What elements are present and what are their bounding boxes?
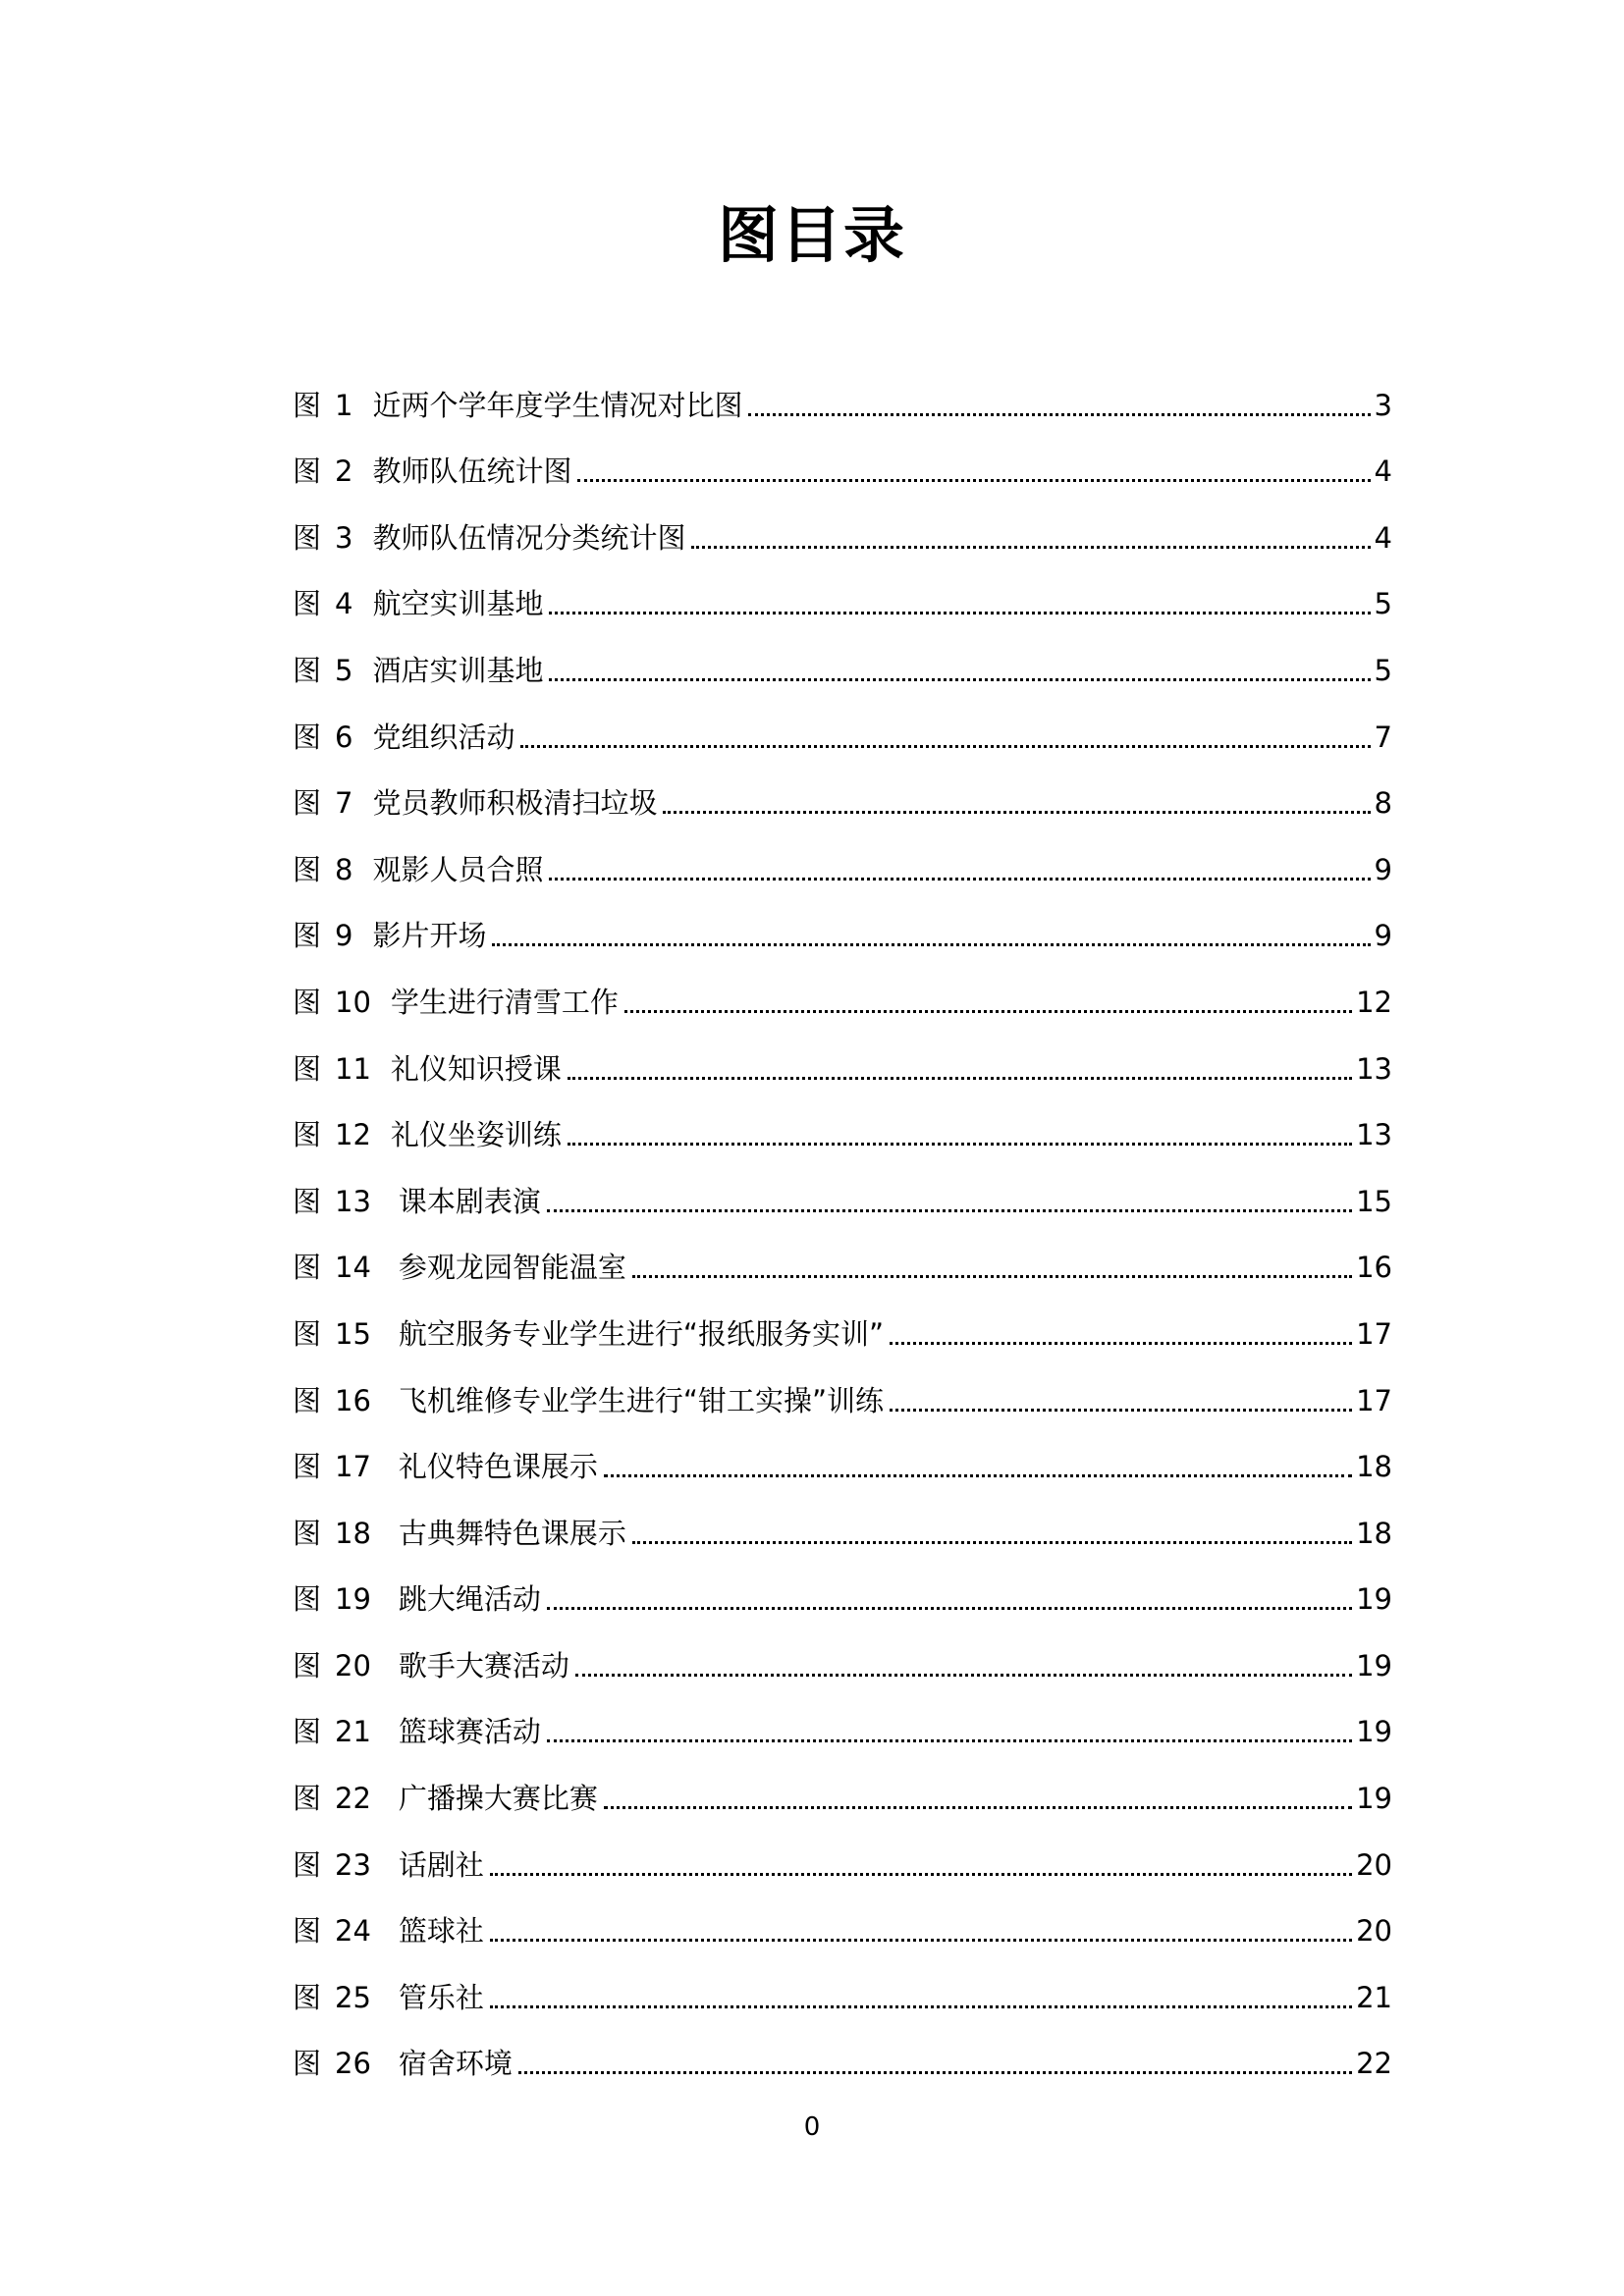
dot-leader: [691, 546, 1370, 549]
dot-leader: [492, 943, 1370, 946]
figure-prefix: 图: [293, 520, 322, 555]
figure-caption: 影片开场: [372, 919, 487, 953]
dot-leader: [890, 1342, 1352, 1345]
figure-page-number: 7: [1374, 720, 1392, 754]
figure-prefix: 图: [293, 1782, 322, 1816]
dot-leader: [632, 1541, 1352, 1544]
figure-prefix: 图: [293, 720, 322, 754]
figure-number: 26: [335, 2047, 371, 2081]
figure-prefix: 图: [293, 454, 322, 489]
figure-prefix: 图: [293, 919, 322, 953]
toc-entry[interactable]: [293, 2017, 1392, 2084]
figure-caption: 礼仪知识授课: [390, 1051, 562, 1086]
dot-leader: [890, 1409, 1352, 1412]
dot-leader: [520, 745, 1370, 748]
dot-leader: [547, 1739, 1352, 1742]
figure-prefix: 图: [293, 1383, 322, 1417]
figure-page-number: 13: [1356, 1118, 1392, 1152]
dot-leader: [549, 878, 1370, 881]
toc-entry[interactable]: [293, 1885, 1392, 1951]
toc-entry[interactable]: [293, 491, 1392, 558]
dot-leader: [604, 1474, 1352, 1477]
figure-page-number: 19: [1356, 1582, 1392, 1617]
figure-prefix: 图: [293, 1184, 322, 1218]
figure-caption: 礼仪特色课展示: [398, 1450, 598, 1484]
dot-leader: [575, 1674, 1352, 1677]
figure-caption: 党员教师积极清扫垃圾: [372, 786, 658, 821]
figure-page-number: 4: [1374, 520, 1392, 555]
toc-entry[interactable]: [293, 889, 1392, 956]
dot-leader: [577, 479, 1370, 482]
figure-caption: 参观龙园智能温室: [398, 1251, 626, 1285]
toc-entry[interactable]: [293, 1818, 1392, 1885]
toc-entry[interactable]: [293, 690, 1392, 757]
figure-page-number: 20: [1356, 1914, 1392, 1949]
figure-caption: 酒店实训基地: [372, 653, 544, 687]
figure-prefix: 图: [293, 1648, 322, 1682]
dot-leader: [632, 1275, 1352, 1278]
toc-entry[interactable]: [293, 1950, 1392, 2017]
figure-caption: 礼仪坐姿训练: [390, 1118, 562, 1152]
figure-caption: 跳大绳活动: [398, 1582, 541, 1617]
toc-entry[interactable]: [293, 955, 1392, 1022]
figure-prefix: 图: [293, 1251, 322, 1285]
figure-page-number: 9: [1374, 852, 1392, 886]
figure-caption: 教师队伍情况分类统计图: [372, 520, 686, 555]
figure-prefix: 图: [293, 786, 322, 821]
toc-entry[interactable]: [293, 823, 1392, 889]
toc-entry[interactable]: [293, 757, 1392, 824]
figure-number: 18: [335, 1516, 371, 1550]
dot-leader: [568, 1143, 1352, 1146]
figure-prefix: 图: [293, 388, 322, 422]
figure-prefix: 图: [293, 587, 322, 621]
figure-page-number: 18: [1356, 1516, 1392, 1550]
toc-entry[interactable]: [293, 358, 1392, 425]
figure-number: 5: [335, 653, 353, 687]
figure-caption: 航空服务专业学生进行“报纸服务实训”: [398, 1316, 884, 1351]
figure-number: 22: [335, 1782, 371, 1816]
dot-leader: [490, 1873, 1352, 1876]
dot-leader: [549, 678, 1370, 681]
figure-prefix: 图: [293, 1118, 322, 1152]
figure-caption: 教师队伍统计图: [372, 454, 572, 489]
figure-number: 17: [335, 1450, 371, 1484]
figure-page-number: 19: [1356, 1715, 1392, 1749]
figure-page-number: 17: [1356, 1316, 1392, 1351]
toc-entry[interactable]: [293, 1420, 1392, 1487]
figure-number: 11: [335, 1051, 371, 1086]
figure-number: 9: [335, 919, 353, 953]
figure-number: 8: [335, 852, 353, 886]
figure-page-number: 19: [1356, 1648, 1392, 1682]
toc-entry[interactable]: [293, 623, 1392, 690]
figure-page-number: 9: [1374, 919, 1392, 953]
figure-page-number: 5: [1374, 587, 1392, 621]
figure-caption: 宿舍环境: [398, 2047, 513, 2081]
figure-number: 6: [335, 720, 353, 754]
dot-leader: [748, 413, 1370, 416]
figure-number: 2: [335, 454, 353, 489]
figure-prefix: 图: [293, 1715, 322, 1749]
figure-number: 19: [335, 1582, 371, 1617]
toc-entry[interactable]: [293, 1287, 1392, 1354]
figure-number: 4: [335, 587, 353, 621]
figure-prefix: 图: [293, 1914, 322, 1949]
figure-caption: 管乐社: [398, 1980, 484, 2014]
figure-prefix: 图: [293, 2047, 322, 2081]
toc-entry[interactable]: [293, 1685, 1392, 1752]
figure-caption: 古典舞特色课展示: [398, 1516, 626, 1550]
figure-page-number: 15: [1356, 1184, 1392, 1218]
figure-prefix: 图: [293, 1051, 322, 1086]
figure-number: 13: [335, 1184, 371, 1218]
figure-number: 16: [335, 1383, 371, 1417]
figure-caption: 观影人员合照: [372, 852, 544, 886]
figure-caption: 广播操大赛比赛: [398, 1782, 598, 1816]
toc-entry[interactable]: [293, 558, 1392, 624]
dot-leader: [518, 2071, 1352, 2074]
dot-leader: [624, 1010, 1352, 1013]
figure-number: 15: [335, 1316, 371, 1351]
figure-page-number: 8: [1374, 786, 1392, 821]
figure-page-number: 21: [1356, 1980, 1392, 2014]
figure-prefix: 图: [293, 1980, 322, 2014]
figure-number: 24: [335, 1914, 371, 1949]
toc-entry[interactable]: [293, 1751, 1392, 1818]
figure-page-number: 19: [1356, 1782, 1392, 1816]
dot-leader: [490, 1939, 1352, 1942]
figure-page-number: 3: [1374, 388, 1392, 422]
dot-leader: [547, 1607, 1352, 1610]
dot-leader: [568, 1077, 1352, 1080]
page-number: 0: [803, 2112, 821, 2142]
figure-caption: 航空实训基地: [372, 587, 544, 621]
figure-number: 10: [335, 985, 371, 1019]
figure-page-number: 18: [1356, 1450, 1392, 1484]
dot-leader: [547, 1209, 1352, 1212]
toc-entry[interactable]: [293, 1221, 1392, 1288]
figure-prefix: 图: [293, 653, 322, 687]
figure-page-number: 12: [1356, 985, 1392, 1019]
toc-entry[interactable]: [293, 1154, 1392, 1221]
figure-number: 12: [335, 1118, 371, 1152]
figure-caption: 课本剧表演: [398, 1184, 541, 1218]
toc-entry[interactable]: [293, 1619, 1392, 1685]
toc-entry[interactable]: [293, 1486, 1392, 1553]
figure-caption: 话剧社: [398, 1847, 484, 1882]
figure-caption: 篮球社: [398, 1914, 484, 1949]
dot-leader: [663, 811, 1370, 814]
toc-entry[interactable]: [293, 1553, 1392, 1620]
figure-number: 25: [335, 1980, 371, 2014]
figure-number: 14: [335, 1251, 371, 1285]
figure-number: 20: [335, 1648, 371, 1682]
figure-number: 7: [335, 786, 353, 821]
toc-entry[interactable]: [293, 1354, 1392, 1420]
dot-leader: [604, 1806, 1352, 1809]
figure-caption: 党组织活动: [372, 720, 515, 754]
figure-number: 23: [335, 1847, 371, 1882]
figure-page-number: 4: [1374, 454, 1392, 489]
figure-prefix: 图: [293, 1316, 322, 1351]
figure-prefix: 图: [293, 852, 322, 886]
figure-caption: 歌手大赛活动: [398, 1648, 569, 1682]
page-title: 图目录: [717, 199, 906, 271]
figure-prefix: 图: [293, 1582, 322, 1617]
figure-number: 21: [335, 1715, 371, 1749]
figure-list: [293, 358, 1392, 2083]
figure-caption: 篮球赛活动: [398, 1715, 541, 1749]
figure-caption: 飞机维修专业学生进行“钳工实操”训练: [398, 1383, 884, 1417]
figure-prefix: 图: [293, 1516, 322, 1550]
figure-prefix: 图: [293, 1450, 322, 1484]
figure-caption: 近两个学年度学生情况对比图: [372, 388, 743, 422]
figure-caption: 学生进行清雪工作: [390, 985, 619, 1019]
figure-page-number: 20: [1356, 1847, 1392, 1882]
toc-entry[interactable]: [293, 425, 1392, 492]
figure-page-number: 13: [1356, 1051, 1392, 1086]
figure-number: 1: [335, 388, 353, 422]
figure-number: 3: [335, 520, 353, 555]
figure-prefix: 图: [293, 1847, 322, 1882]
figure-page-number: 5: [1374, 653, 1392, 687]
figure-prefix: 图: [293, 985, 322, 1019]
figure-page-number: 16: [1356, 1251, 1392, 1285]
dot-leader: [490, 2005, 1352, 2008]
toc-entry[interactable]: [293, 1089, 1392, 1155]
dot-leader: [549, 612, 1370, 614]
figure-page-number: 22: [1356, 2047, 1392, 2081]
toc-entry[interactable]: [293, 1022, 1392, 1089]
figure-page-number: 17: [1356, 1383, 1392, 1417]
